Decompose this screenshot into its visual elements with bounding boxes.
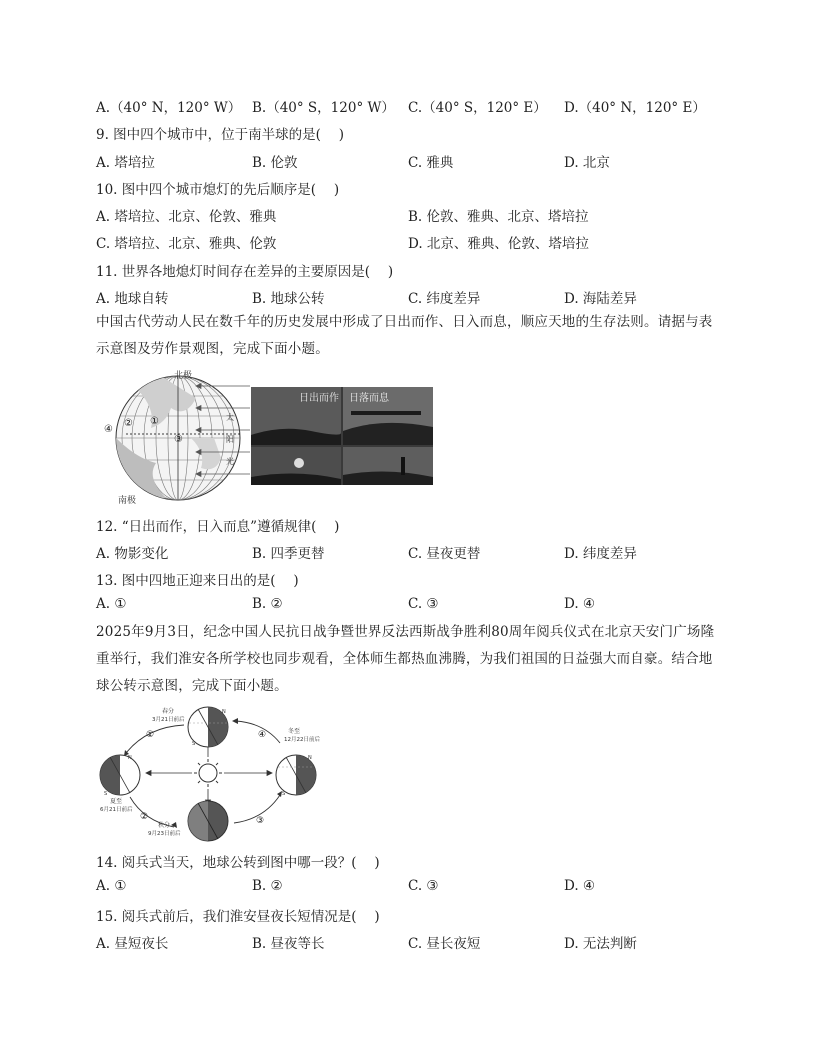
point-3-label: ③ — [174, 434, 183, 445]
photo-caption: 日出而作 日落而息 — [299, 393, 389, 404]
q8-option-a: A.（40° N，120° W） — [96, 100, 242, 116]
q10-option-b: B. 伦敦、雅典、北京、塔培拉 — [408, 209, 589, 225]
sun-char-2: 阳 — [226, 435, 234, 444]
q13-option-a: A. ① — [96, 596, 127, 612]
q15-option-a: A. 昼短夜长 — [96, 936, 169, 952]
earth-autumn — [188, 801, 228, 841]
point-1-label: ① — [150, 416, 159, 427]
q9-option-c: C. 雅典 — [408, 155, 454, 171]
winter-n-label: N — [308, 755, 312, 761]
summer-label: 夏至 — [110, 798, 123, 805]
q12-option-a: A. 物影变化 — [96, 546, 169, 562]
q14-option-b: B. ② — [252, 878, 283, 894]
q11-stem: 11. 世界各地熄灯时间存在差异的主要原因是( ) — [96, 264, 394, 280]
q13-option-c: C. ③ — [408, 596, 439, 612]
segment-3-label: ③ — [256, 816, 265, 826]
winter-date: 12月22日前后 — [284, 737, 320, 743]
summer-s-label: S — [104, 791, 108, 797]
spring-s-label: S — [192, 741, 196, 747]
q12-option-b: B. 四季更替 — [252, 546, 325, 562]
q10-option-d: D. 北京、雅典、伦敦、塔培拉 — [408, 236, 589, 252]
segment-2-label: ② — [140, 812, 149, 822]
summer-date: 6月21日前后 — [100, 807, 133, 813]
sun-char-1: 太 — [226, 413, 234, 422]
north-pole-label: 北极 — [174, 371, 193, 381]
q10-option-c: C. 塔培拉、北京、雅典、伦敦 — [96, 236, 277, 252]
winter-s-label: S — [282, 791, 286, 797]
q11-option-a: A. 地球自转 — [96, 291, 169, 307]
earth-winter — [276, 755, 316, 795]
q9-option-a: A. 塔培拉 — [96, 155, 155, 171]
q13-option-d: D. ④ — [564, 596, 596, 612]
point-2-label: ② — [124, 418, 133, 429]
q15-option-d: D. 无法判断 — [564, 936, 637, 952]
q15-option-c: C. 昼长夜短 — [408, 936, 481, 952]
q15-option-b: B. 昼夜等长 — [252, 936, 325, 952]
q13-option-b: B. ② — [252, 596, 283, 612]
q10-stem: 10. 图中四个城市熄灯的先后顺序是( ) — [96, 182, 340, 198]
sunlight-rays — [190, 378, 252, 498]
passage-1: 中国古代劳动人民在数千年的历史发展中形成了日出而作、日入而息，顺应天地的生存法则。请据与表示意图及劳作景观图，完成下面小题。 — [96, 314, 713, 357]
q9-option-b: B. 伦敦 — [252, 155, 298, 171]
q8-option-b: B.（40° S，120° W） — [252, 100, 395, 116]
autumn-date: 9月23日前后 — [148, 831, 181, 837]
q14-stem: 14. 阅兵式当天，地球公转到图中哪一段？( ) — [96, 855, 380, 871]
passage-2: 2025年9月3日，纪念中国人民抗日战争暨世界反法西斯战争胜利80周年阅兵仪式在北京天安门广场隆重举行，我们淮安各所学校也同步观看，全体师生都热血沸腾，为我们祖国的日益强大而自豪。结合地球公转示意图，完成下面小题。 — [96, 624, 715, 694]
q15-stem: 15. 阅兵式前后，我们淮安昼夜长短情况是( ) — [96, 909, 380, 925]
q9-stem: 9. 图中四个城市中，位于南半球的是( ) — [96, 127, 344, 143]
q14-option-c: C. ③ — [408, 878, 439, 894]
sun-icon — [194, 759, 222, 787]
labor-photo-collage — [251, 387, 433, 485]
point-4-label: ④ — [104, 424, 113, 435]
spring-n-label: N — [222, 709, 226, 715]
q9-option-d: D. 北京 — [564, 155, 610, 171]
winter-label: 冬至 — [288, 728, 301, 735]
earth-revolution-diagram — [92, 703, 332, 843]
q12-stem: 12. “日出而作，日入而息”遵循规律( ) — [96, 519, 340, 535]
summer-n-label: N — [128, 755, 132, 761]
segment-1-label: ① — [146, 730, 155, 740]
q12-option-d: D. 纬度差异 — [564, 546, 637, 562]
segment-4-label: ④ — [258, 730, 267, 740]
q14-option-d: D. ④ — [564, 878, 596, 894]
q13-stem: 13. 图中四地正迎来日出的是( ) — [96, 573, 299, 589]
earth-summer — [100, 755, 140, 795]
autumn-label: 秋分 — [158, 822, 171, 829]
south-pole-label: 南极 — [118, 496, 137, 506]
q11-option-c: C. 纬度差异 — [408, 291, 481, 307]
q8-option-d: D.（40° N，120° E） — [564, 100, 706, 116]
q10-option-a: A. 塔培拉、北京、伦敦、雅典 — [96, 209, 277, 225]
q14-option-a: A. ① — [96, 878, 127, 894]
spring-date: 3月21日前后 — [152, 717, 185, 723]
q8-option-c: C.（40° S，120° E） — [408, 100, 547, 116]
sun-char-3: 光 — [226, 457, 234, 466]
q11-option-b: B. 地球公转 — [252, 291, 325, 307]
q12-option-c: C. 昼夜更替 — [408, 546, 481, 562]
spring-label: 春分 — [162, 708, 175, 715]
q11-option-d: D. 海陆差异 — [564, 291, 637, 307]
